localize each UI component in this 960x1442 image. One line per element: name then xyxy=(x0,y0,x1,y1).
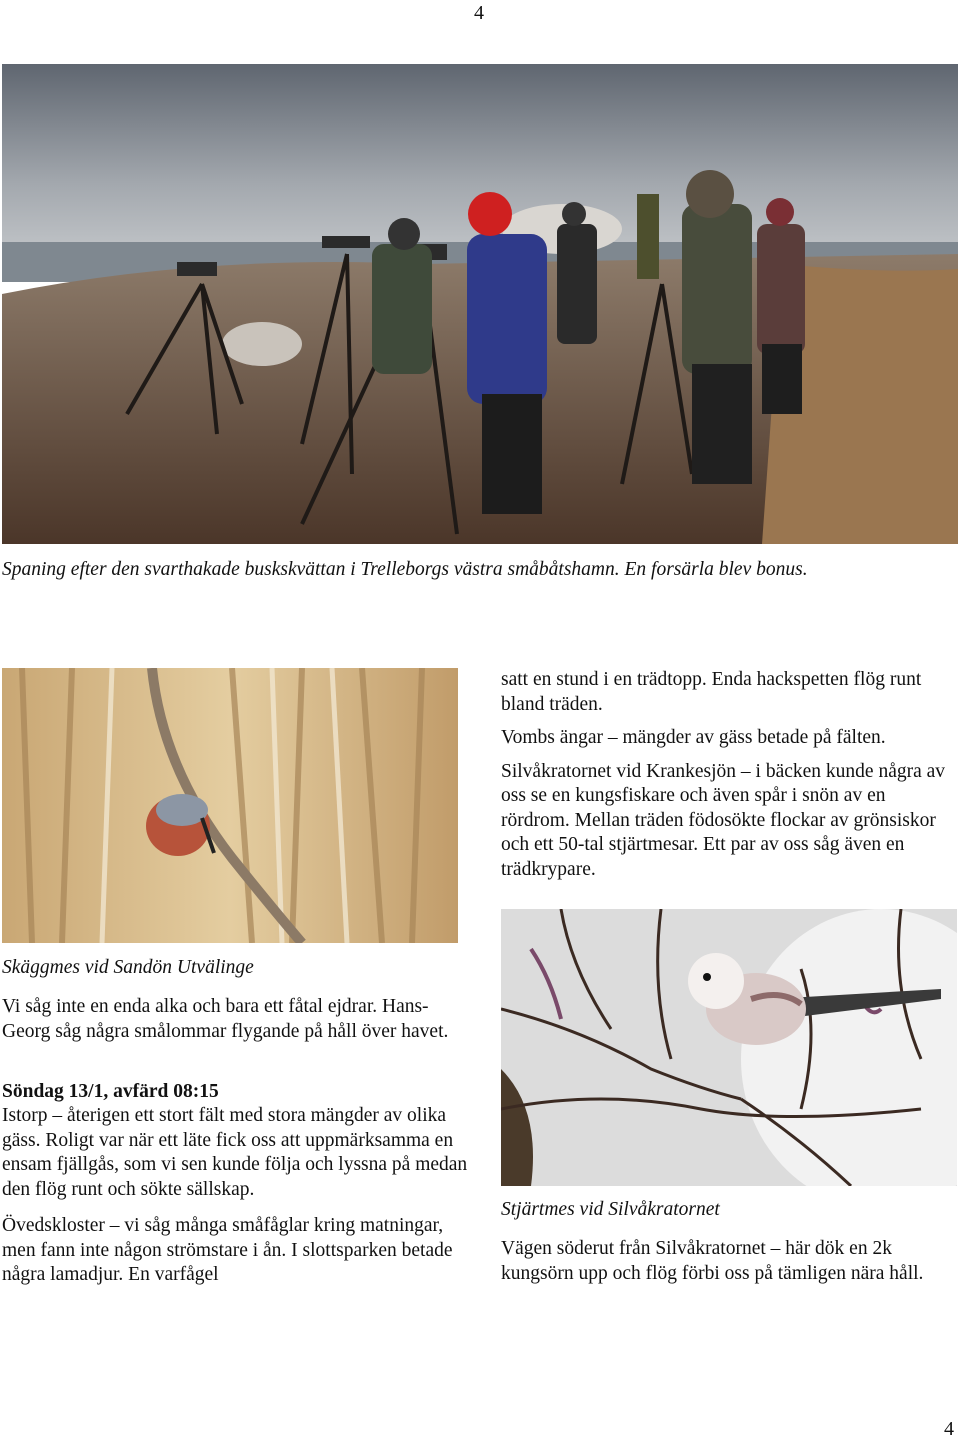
page-number-bottom: 4 xyxy=(944,1418,954,1440)
right-paragraph-4: Vägen söderut från Silvåkratornet – här dök en 2k kungsörn upp och flög förbi oss på tämligen nära håll. xyxy=(501,1238,924,1284)
right-paragraph-2: Vombs ängar – mängder av gäss betade på fälten. xyxy=(501,727,886,748)
left-paragraph-1: Vi såg inte en enda alka och bara ett fåtal ejdrar. Hans-Georg såg några smålommar flygande på håll över havet. xyxy=(2,996,449,1042)
right-column-bottom xyxy=(501,1237,956,1286)
right-paragraph-3: Silvåkratornet vid Krankesjön – i bäcken kunde några av oss se en kungsfiskare och även spår i snön av en rördrom. Mellan träden födosökte flockar av grönsiskor och ett 50-tal stjärtmesar. Ett par av oss såg även en trädkrypare. xyxy=(501,760,946,880)
birdwatchers-photo xyxy=(2,64,958,544)
section-heading: Söndag 13/1, avfärd 08:15 xyxy=(2,1081,219,1102)
left-photo-caption: Skäggmes vid Sandön Utvälinge xyxy=(2,957,254,978)
bearded-reedling-photo xyxy=(2,668,458,943)
left-paragraph-3: Övedskloster – vi såg många småfåglar kring matningar, men fann inte någon strömstare i ån. I slottsparken betade några lamadjur. En varfågel xyxy=(2,1215,453,1285)
left-column xyxy=(2,995,472,1288)
page-number-top: 4 xyxy=(474,2,484,24)
right-photo-caption: Stjärtmes vid Silvåkratornet xyxy=(501,1199,720,1220)
right-paragraph-1: satt en stund i en trädtopp. Enda hackspetten flög runt bland träden. xyxy=(501,669,922,715)
right-column-top xyxy=(501,668,956,882)
long-tailed-tit-photo xyxy=(501,909,957,1186)
top-photo-caption: Spaning efter den svarthakade buskskvättan i Trelleborgs västra småbåtshamn. En forsärla blev bonus. xyxy=(2,559,808,580)
left-paragraph-2: Istorp – återigen ett stort fält med stora mängder av olika gäss. Roligt var när ett läte fick oss att uppmärksamma en ensam fjällgås, som vi sen kunde följa och lyssna på medan den flög runt och sökte sällskap. xyxy=(2,1105,468,1200)
